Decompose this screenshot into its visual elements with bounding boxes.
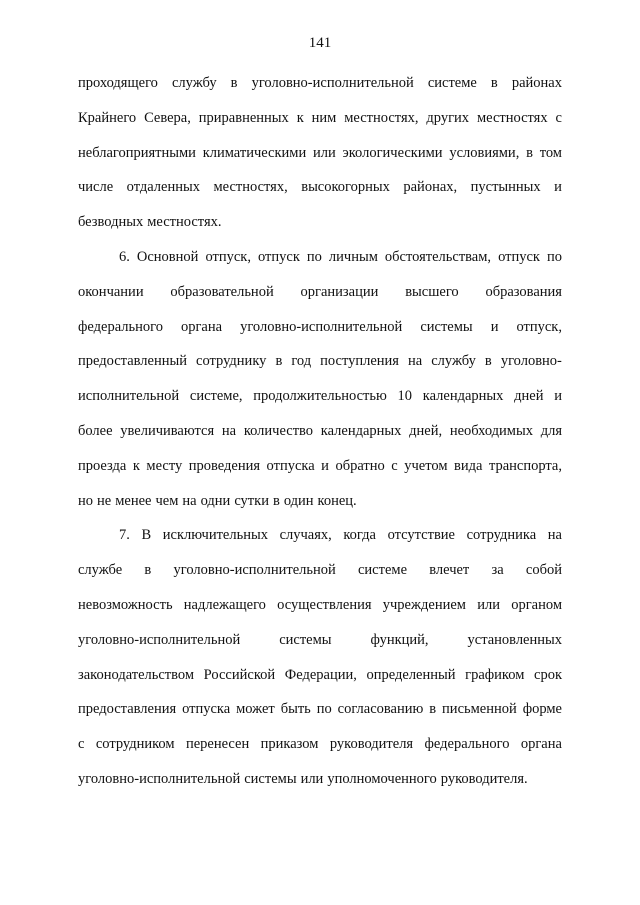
word: образовательной [170,283,274,300]
word: в [275,353,283,370]
word: быть [280,701,311,718]
word: окончании [78,283,144,300]
word: уголовно-исполнительной [78,631,241,648]
text-line [78,692,562,727]
word: транспорта, [488,457,562,474]
word: отсутствие [387,527,455,544]
word: в [144,562,152,579]
word: местностях, [344,109,419,126]
word: уголовно-исполнительной [240,318,403,335]
word: на [221,422,237,439]
word: высшего [405,283,459,300]
word: органом [511,596,562,613]
word: системы [244,770,297,787]
word: приравненных [198,109,289,126]
word: и [490,318,499,335]
paragraph [78,66,562,240]
text-line [78,310,562,345]
word: когда [343,527,376,544]
word: службе [78,562,123,579]
word: 10 [397,388,413,405]
word: пустынных [470,179,541,196]
word: организации [300,283,379,300]
word: форме [522,701,562,718]
word: функций, [370,631,429,648]
word: менее [115,492,152,509]
word: отпуск, [205,248,251,265]
word: чем [155,492,179,509]
word: исключительных [162,527,268,544]
paragraph [78,240,562,518]
word: срок [534,666,562,683]
word: законодательством [78,666,195,683]
word: 7. [119,527,130,544]
word: сутки [234,492,269,509]
word: конец. [317,492,357,509]
word: может [236,701,275,718]
word: образования [485,283,562,300]
word: осуществления [277,596,372,613]
word: но [78,492,94,509]
paragraph [78,518,562,796]
word: предоставленный [78,353,187,370]
word: уголовно- [500,353,562,370]
word: числе [78,179,114,196]
word: увеличиваются [120,422,215,439]
word: климатическими [202,144,307,161]
word: в [429,701,437,718]
word: местностях, [213,179,288,196]
word: условиями, [449,144,520,161]
word: руководителя. [440,770,528,787]
word: учетом [404,457,448,474]
word: Севера, [144,109,191,126]
word: уполномоченного [327,770,437,787]
text-line [78,344,562,379]
word: графиком [465,666,525,683]
word: Федерации, [284,666,357,683]
word: предоставления [78,701,177,718]
word: по [546,248,562,265]
word: в [526,144,533,161]
text-line [78,379,562,414]
word: местностях [476,109,548,126]
word: с [78,736,85,753]
word: органа [180,318,223,335]
word: руководителя [329,736,414,753]
text-line [78,762,562,797]
word: письменной [442,701,517,718]
word: год [291,353,312,370]
word: отпуска [266,457,315,474]
word: 6. [119,248,130,265]
word: поступления [320,353,399,370]
word: службу [431,353,476,370]
text-line [78,170,562,205]
word: невозможность [78,596,173,613]
word: необходимых [449,422,533,439]
word: сотрудником [95,736,175,753]
word: уголовно-исполнительной [251,75,414,91]
text-line [78,518,562,553]
word: высокогорных [301,179,390,196]
word: более [78,422,113,439]
word: личным [328,248,378,265]
word: не [97,492,112,509]
word: ним [311,109,337,126]
word: органа [520,736,562,753]
text-line [78,727,562,762]
word: по [316,701,332,718]
word: в [272,492,280,509]
word: дней [514,388,544,405]
word: в [490,75,498,91]
word: согласованию [337,701,424,718]
word: проведения [188,457,261,474]
word: службу [171,75,217,91]
word: отдаленных [126,179,200,196]
word: один [283,492,314,509]
word: в [230,75,238,91]
word: обстоятельствам, [384,248,492,265]
word: отпуска [182,701,231,718]
word: уголовно-исполнительной [78,770,241,787]
word: системе [357,562,407,579]
word: количество [243,422,314,439]
word: Российской [203,666,276,683]
word: за [491,562,504,579]
word: приказом [260,736,319,753]
word: системы [279,631,332,648]
word: федерального [424,736,510,753]
word: Основной [136,248,199,265]
text-line [78,623,562,658]
word: экологическими [342,144,443,161]
word: системы [420,318,473,335]
word: продолжительностью [253,388,387,405]
text-line [78,414,562,449]
word: отпуск [498,248,540,265]
word: календарных [320,422,402,439]
word: по [306,248,322,265]
word: В [141,527,152,544]
text-line [78,449,562,484]
word: проходящего [78,75,158,91]
word: для [540,422,562,439]
word: на [182,492,197,509]
word: или [312,144,336,161]
word: к [132,457,140,474]
word: определенный [366,666,456,683]
word: в [484,353,492,370]
word: и [554,179,562,196]
word: к [296,109,304,126]
word: на [547,527,562,544]
text-line [78,588,562,623]
word: или [477,596,500,613]
word: исполнительной [78,388,180,405]
word: собой [525,562,562,579]
word: дней, [409,422,443,439]
word: на [408,353,423,370]
word: месту [146,457,183,474]
word: перенесен [185,736,250,753]
page-number: 141 [308,35,332,51]
text-line [78,484,562,519]
word: и [321,457,329,474]
text-line [78,136,562,171]
text-line [78,205,562,240]
word: отпуск [257,248,300,265]
word: обратно [335,457,385,474]
word: календарных [422,388,504,405]
text-line [78,553,562,588]
text-line [78,66,562,101]
word: сотрудника [466,527,537,544]
word: безводных [78,214,144,231]
word: влечет [429,562,470,579]
word: надлежащего [183,596,266,613]
document-body [78,66,562,797]
word: с [391,457,398,474]
word: Крайнего [78,109,137,126]
word: установленных [467,631,562,648]
word: местностях. [147,214,222,231]
word: учреждением [382,596,466,613]
word: отпуск, [516,318,562,335]
word: районах, [403,179,458,196]
word: уголовно-исполнительной [173,562,336,579]
word: районах [511,75,562,91]
word: сотруднику [196,353,267,370]
word: системе [427,75,477,91]
text-line [78,101,562,136]
word: системе, [189,388,243,405]
text-line [78,240,562,275]
word: одни [200,492,231,509]
text-line [78,275,562,310]
text-line [78,658,562,693]
word: том [539,144,562,161]
word: неблагоприятными [78,144,196,161]
word: других [426,109,470,126]
word: с [555,109,562,126]
word: проезда [78,457,127,474]
word: и [554,388,562,405]
word: вида [454,457,483,474]
word: федерального [78,318,163,335]
word: случаях, [279,527,332,544]
word: или [300,770,324,787]
